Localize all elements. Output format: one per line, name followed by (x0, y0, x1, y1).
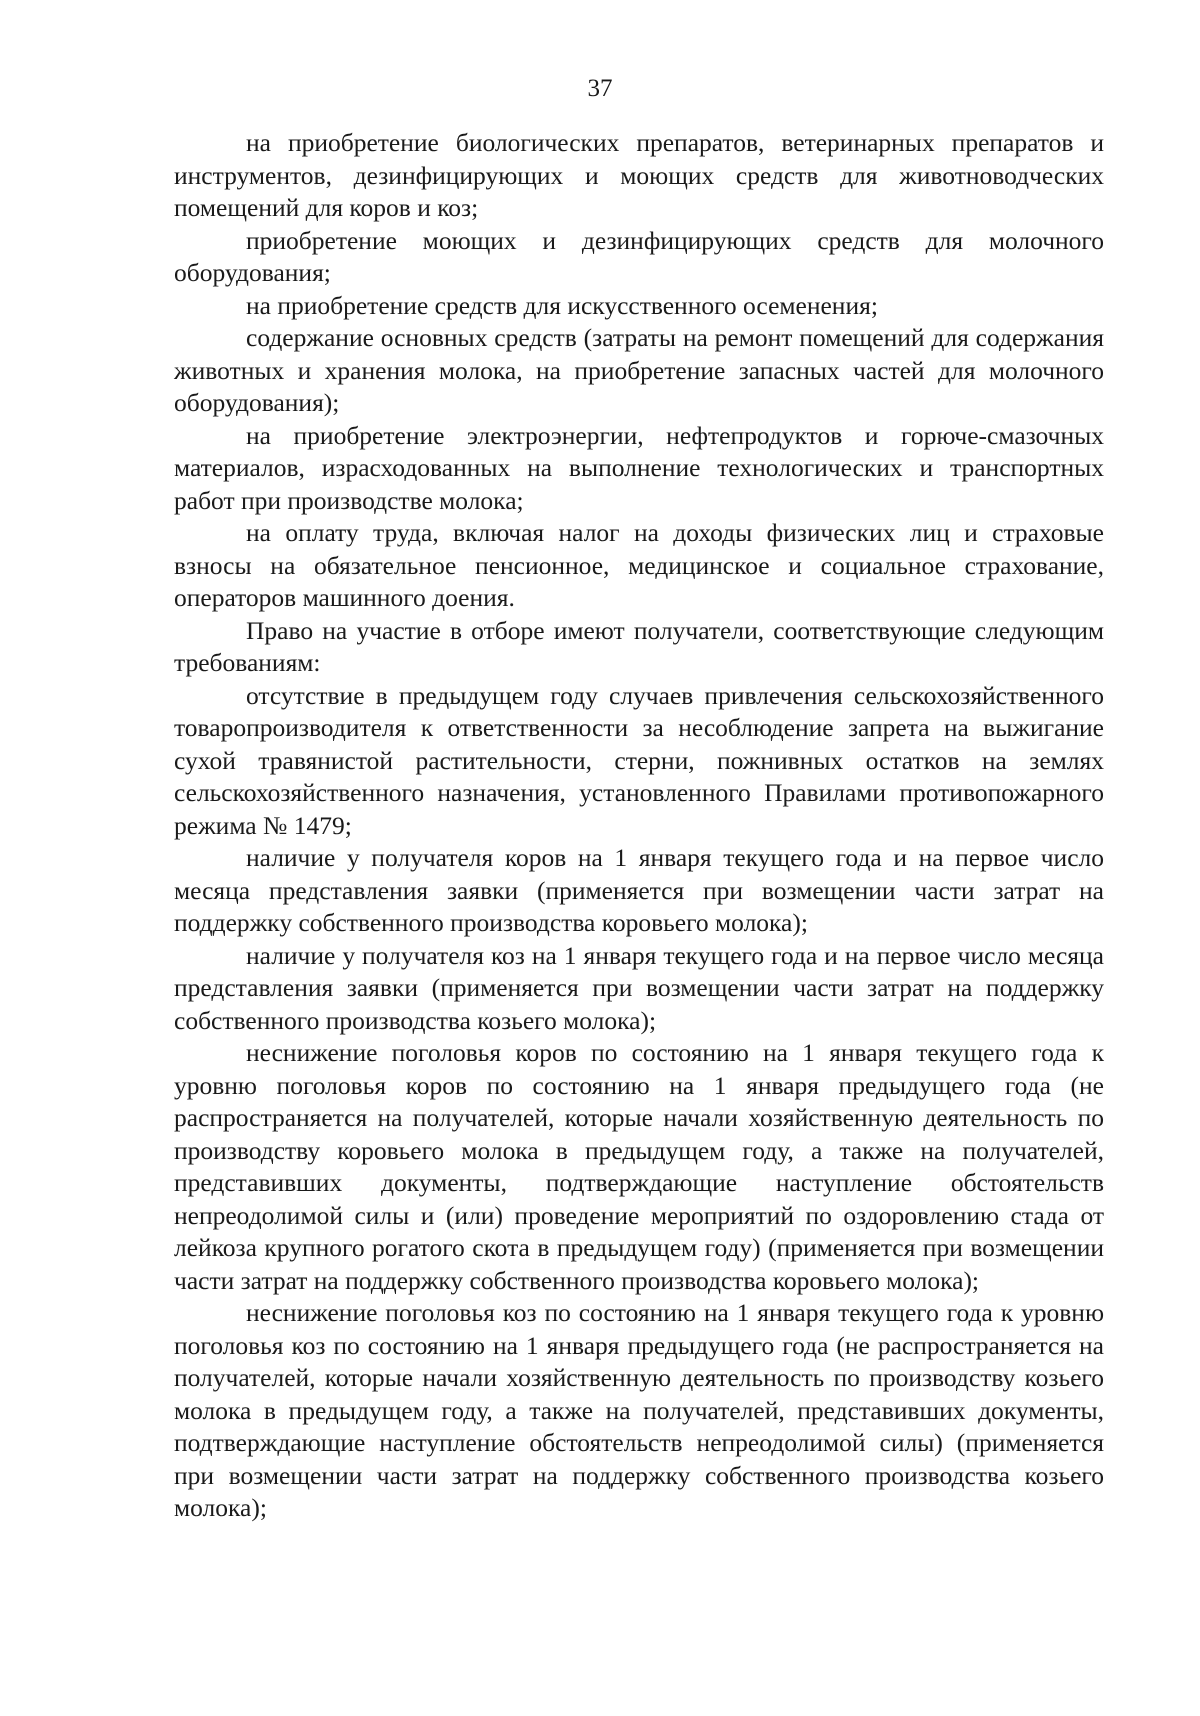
paragraph-energy-fuel: на приобретение электроэнергии, нефтепродуктов и горюче-смазочных материалов, израсходованных на выполнение технологических и транспортных работ при производстве молока; (174, 420, 1104, 515)
document-body (174, 127, 1104, 1525)
paragraph-goats-availability: наличие у получателя коз на 1 января текущего года и на первое число месяца представления заявки (применяется при возмещении части затрат на поддержку собственного производства козьего молока); (174, 940, 1104, 1035)
page-number: 37 (587, 75, 613, 102)
paragraph-fixed-assets: содержание основных средств (затраты на ремонт помещений для содержания животных и хранения молока, на приобретение запасных частей для молочного оборудования); (174, 323, 1104, 417)
paragraph-fire-rules: отсутствие в предыдущем году случаев привлечения сельскохозяйственного товаропроизводителя к ответственности за несоблюдение запрета на выжигание сухой травянистой растительности, стерни, пожнивных остатков на землях сельскохозяйственного назначения, установленного Правилами противопожарного режима № 1479; (174, 680, 1104, 840)
paragraph-insemination: на приобретение средств для искусственного осеменения; (246, 290, 878, 320)
paragraph-detergents: приобретение моющих и дезинфицирующих средств для молочного оборудования; (174, 225, 1104, 287)
paragraph-cows-livestock: неснижение поголовья коров по состоянию на 1 января текущего года к уровню поголовья коров по состоянию на 1 января предыдущего года (не распространяется на получателей, которые начали хозяйственную деятельность по производству коровьего молока в предыдущем году, а также на получателей, представивших документы, подтверждающие наступление обстоятельств непреодолимой силы и (или) проведение мероприятий по оздоровлению стада от лейкоза крупного рогатого скота в предыдущем году) (применяется при возмещении части затрат на поддержку собственного производства коровьего молока); (174, 1038, 1104, 1295)
paragraph-eligibility-intro: Право на участие в отборе имеют получатели, соответствующие следующим требованиям: (174, 615, 1104, 677)
paragraph-goats-livestock: неснижение поголовья коз по состоянию на 1 января текущего года к уровню поголовья коз по состоянию на 1 января предыдущего года (не распространяется на получателей, которые начали хозяйственную деятельность по производству козьего молока в предыдущем году, а также на получателей, представивших документы, подтверждающие наступление обстоятельств непреодолимой силы) (применяется при возмещении части затрат на поддержку собственного производства козьего молока); (174, 1298, 1104, 1522)
paragraph-labor-payment: на оплату труда, включая налог на доходы физических лиц и страховые взносы на обязательное пенсионное, медицинское и социальное страхование, операторов машинного доения. (174, 518, 1104, 612)
paragraph-biological-preparations: на приобретение биологических препаратов, ветеринарных препаратов и инструментов, дезинфицирующих и моющих средств для животноводческих помещений для коров и коз; (174, 128, 1104, 222)
paragraph-cows-availability: наличие у получателя коров на 1 января текущего года и на первое число месяца представления заявки (применяется при возмещении части затрат на поддержку собственного производства коровьего молока); (174, 843, 1104, 937)
